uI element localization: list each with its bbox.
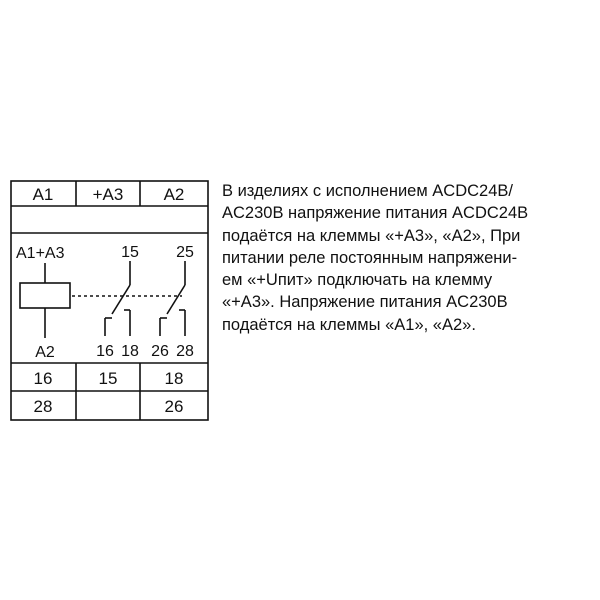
description-line: В изделиях с исполнением ACDC24B/ <box>222 182 513 200</box>
description-line: ем «+Uпит» подключать на клемму <box>222 271 493 290</box>
terminal-cell: 28 <box>33 397 53 416</box>
contact-group-2 <box>160 261 185 336</box>
terminal-cell: 15 <box>98 369 118 388</box>
contact-28-label: 28 <box>176 343 194 360</box>
contact-18-label: 18 <box>121 343 139 360</box>
coil-terminal-bottom-label: A2 <box>35 344 55 361</box>
description-line: подаётся на клеммы «+A3», «A2», При <box>222 226 521 245</box>
terminal-cell: 26 <box>164 397 184 416</box>
description-line: «+A3». Напряжение питания AC230B <box>222 293 508 312</box>
description-line: подаётся на клеммы «A1», «A2». <box>222 315 476 334</box>
coil-symbol <box>20 263 70 338</box>
terminal-cell: 18 <box>164 369 184 388</box>
contact-26-label: 26 <box>151 343 169 360</box>
contact-16-label: 16 <box>96 343 114 360</box>
header-a3: +A3 <box>92 185 124 204</box>
header-a1: A1 <box>32 185 54 204</box>
contact-group-1 <box>105 261 130 336</box>
contact-15-label: 15 <box>121 244 139 261</box>
coil-terminal-top-label: A1+A3 <box>16 245 65 262</box>
description-text <box>222 180 594 336</box>
description-line: питании реле постоянным напряжени- <box>222 248 518 267</box>
terminal-cell: 16 <box>33 369 53 388</box>
header-a2: A2 <box>163 185 185 204</box>
description-line: AC230B напряжение питания ACDC24B <box>222 204 529 223</box>
contact-25-label: 25 <box>176 244 194 261</box>
